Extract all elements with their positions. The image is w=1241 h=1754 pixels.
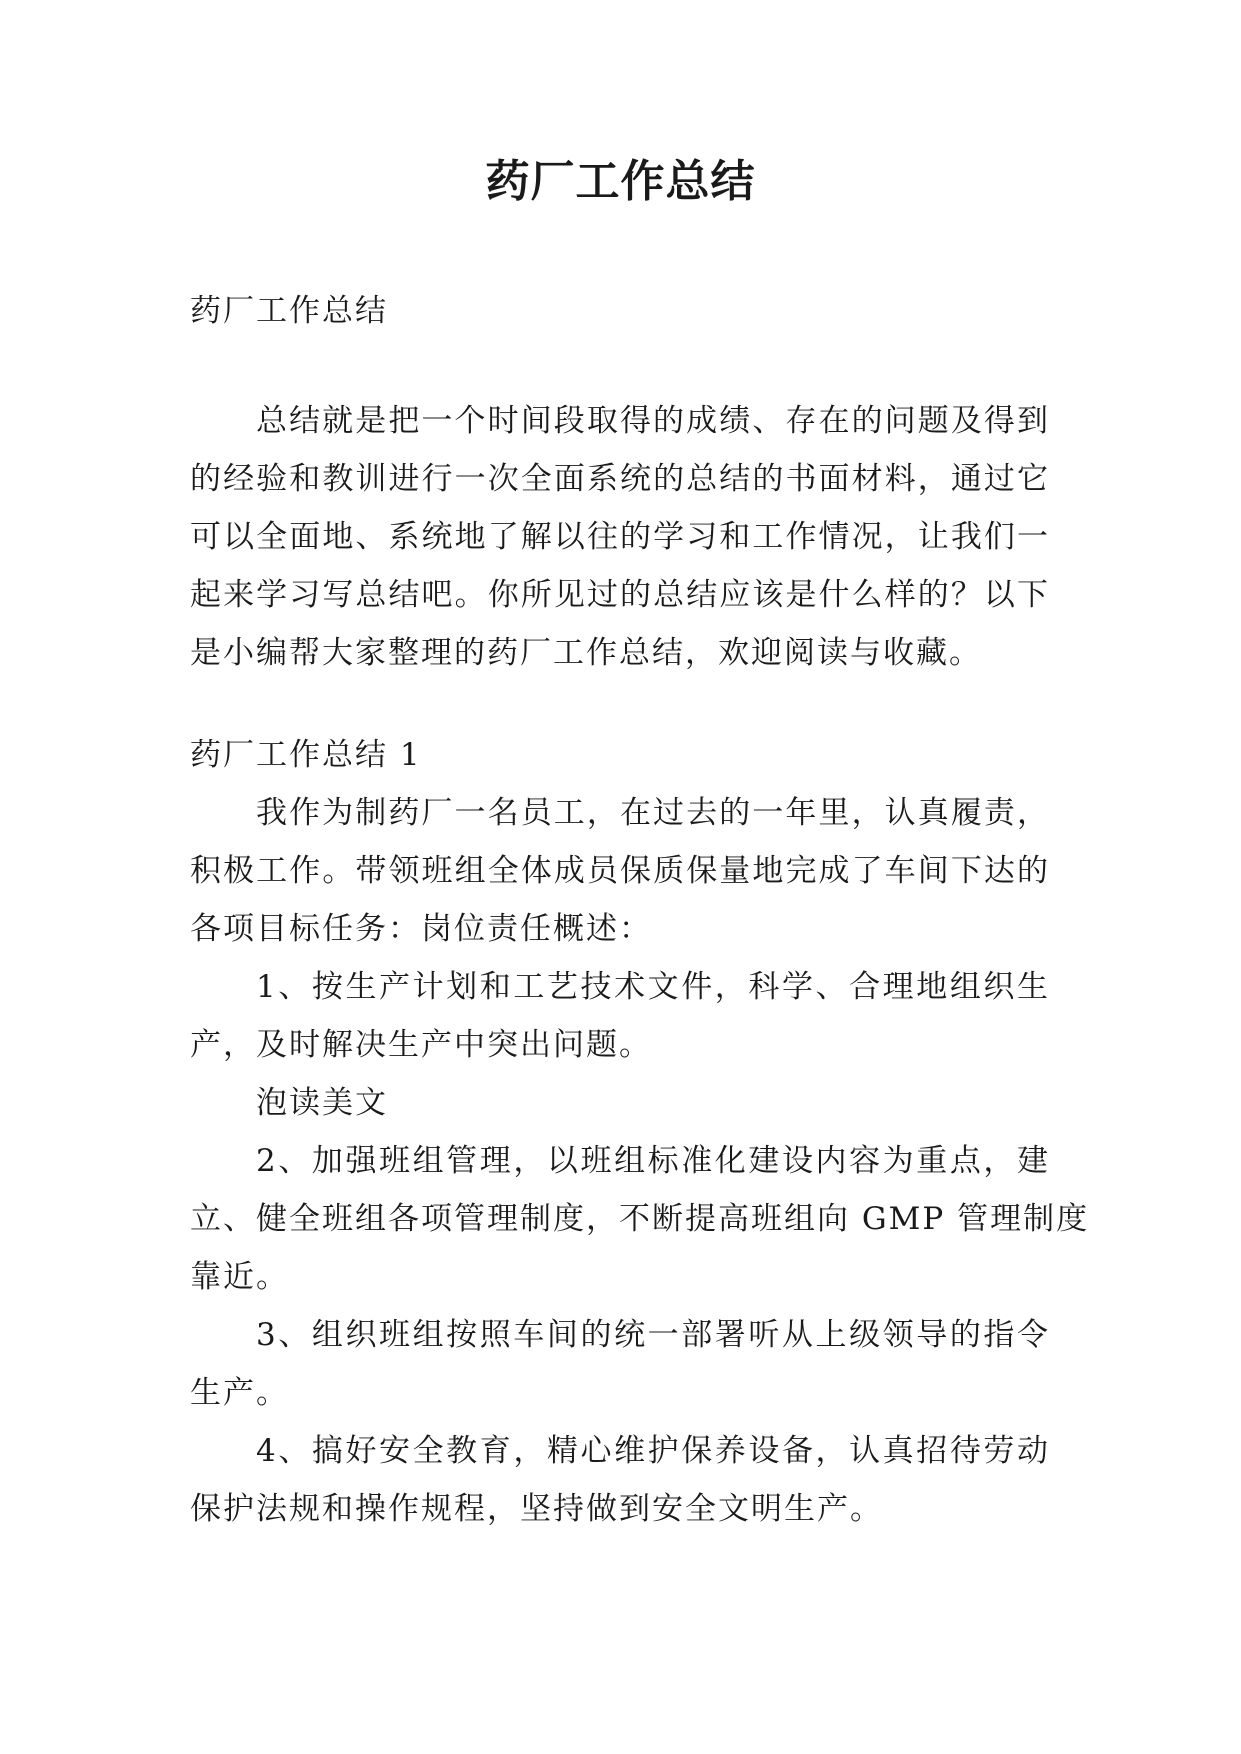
paragraph-line: 2、加强班组管理，以班组标准化建设内容为重点，建	[256, 1143, 1050, 1179]
paragraph-line: 生产。	[190, 1375, 289, 1411]
paragraph-line: 保护法规和操作规程，坚持做到安全文明生产。	[190, 1491, 883, 1527]
paragraph-line: 起来学习写总结吧。你所见过的总结应该是什么样的？以下	[190, 577, 1050, 613]
document-title: 药厂工作总结	[485, 156, 756, 207]
intro-paragraph	[190, 392, 1050, 682]
paragraph-line: 各项目标任务：岗位责任概述：	[190, 911, 652, 947]
paragraph-line: 的经验和教训进行一次全面系统的总结的书面材料，通过它	[190, 461, 1050, 497]
paragraph-line: 可以全面地、系统地了解以往的学习和工作情况，让我们一	[190, 519, 1050, 555]
paragraph-line: 4、搞好安全教育，精心维护保养设备，认真招待劳动	[256, 1433, 1050, 1469]
paragraph-line: 总结就是把一个时间段取得的成绩、存在的问题及得到	[256, 403, 1050, 439]
paragraph-line: 积极工作。带领班组全体成员保质保量地完成了车间下达的	[190, 853, 1050, 889]
paragraph-line: 泡读美文	[256, 1085, 388, 1121]
paragraph-line: 立、健全班组各项管理制度，不断提高班组向 GMP 管理制度	[190, 1201, 1090, 1237]
section-body	[190, 784, 1090, 1538]
section-heading: 药厂工作总结 1	[190, 737, 422, 773]
paragraph-line: 是小编帮大家整理的药厂工作总结，欢迎阅读与收藏。	[190, 635, 982, 671]
subtitle: 药厂工作总结	[190, 293, 388, 329]
paragraph-line: 产，及时解决生产中突出问题。	[190, 1027, 652, 1063]
document-body	[190, 282, 1090, 1538]
paragraph-line: 我作为制药厂一名员工，在过去的一年里，认真履责，	[256, 795, 1050, 831]
paragraph-line: 1、按生产计划和工艺技术文件，科学、合理地组织生	[256, 969, 1050, 1005]
paragraph-line: 靠近。	[190, 1259, 289, 1295]
paragraph-line: 3、组织班组按照车间的统一部署听从上级领导的指令	[256, 1317, 1050, 1353]
